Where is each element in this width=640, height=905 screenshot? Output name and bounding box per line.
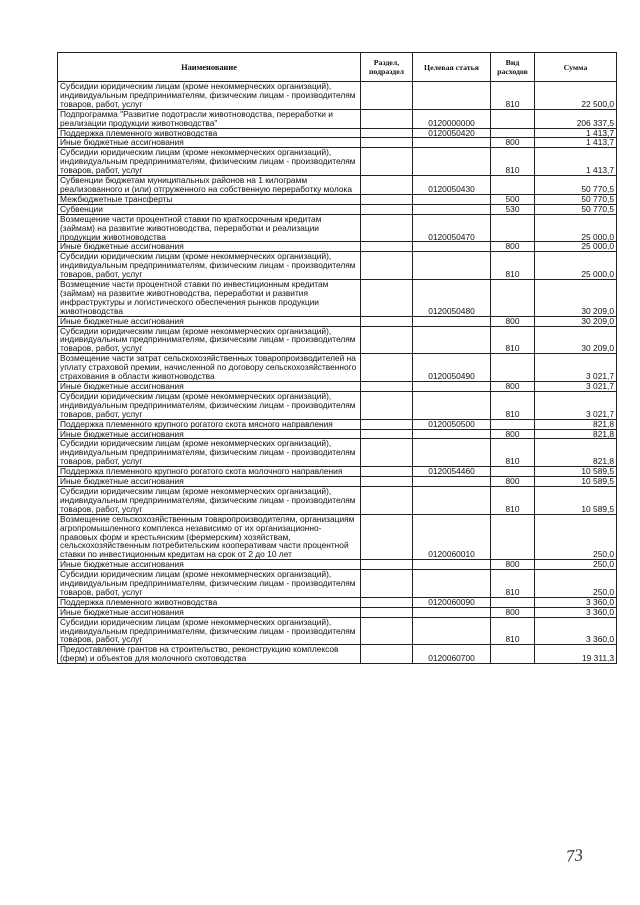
table-row bbox=[58, 597, 617, 607]
cell-name: Иные бюджетные ассигнования bbox=[58, 477, 361, 487]
cell-target bbox=[413, 382, 491, 392]
cell-section bbox=[361, 597, 413, 607]
cell-name: Межбюджетные трансферты bbox=[58, 194, 361, 204]
cell-kind: 810 bbox=[491, 252, 535, 280]
cell-target bbox=[413, 570, 491, 598]
cell-sum: 25 000,0 bbox=[535, 252, 617, 280]
cell-section bbox=[361, 204, 413, 214]
cell-name: Иные бюджетные ассигнования bbox=[58, 560, 361, 570]
cell-kind: 800 bbox=[491, 429, 535, 439]
cell-name: Иные бюджетные ассигнования bbox=[58, 316, 361, 326]
table-row bbox=[58, 382, 617, 392]
cell-kind: 810 bbox=[491, 439, 535, 467]
cell-name: Иные бюджетные ассигнования bbox=[58, 138, 361, 148]
cell-sum: 250,0 bbox=[535, 560, 617, 570]
cell-sum: 250,0 bbox=[535, 570, 617, 598]
table-header-row bbox=[58, 53, 617, 82]
cell-section bbox=[361, 148, 413, 176]
budget-table-sheet bbox=[57, 52, 616, 664]
budget-table bbox=[57, 52, 617, 664]
cell-target bbox=[413, 326, 491, 354]
cell-sum: 19 311,3 bbox=[535, 645, 617, 664]
cell-sum: 1 413,7 bbox=[535, 138, 617, 148]
cell-section bbox=[361, 176, 413, 195]
cell-sum: 1 413,7 bbox=[535, 128, 617, 138]
table-row bbox=[58, 194, 617, 204]
cell-name: Предоставление грантов на строительство, реконструкцию комплексов (ферм) и объектов для молочного скотоводства bbox=[58, 645, 361, 664]
cell-kind: 800 bbox=[491, 316, 535, 326]
header-section: Раздел, подраздел bbox=[361, 53, 413, 82]
cell-sum: 3 021,7 bbox=[535, 354, 617, 382]
cell-sum: 30 209,0 bbox=[535, 326, 617, 354]
cell-name: Субсидии юридическим лицам (кроме некоммерческих организаций), индивидуальным предпринимателям, физическим лицам - производителям товаров, работ, услуг bbox=[58, 326, 361, 354]
cell-target: 0120050420 bbox=[413, 128, 491, 138]
header-kind: Вид расходов bbox=[491, 53, 535, 82]
cell-name: Поддержка племенного животноводства bbox=[58, 597, 361, 607]
cell-kind: 530 bbox=[491, 204, 535, 214]
cell-kind: 810 bbox=[491, 570, 535, 598]
cell-sum: 30 209,0 bbox=[535, 280, 617, 317]
table-row bbox=[58, 128, 617, 138]
cell-name: Поддержка племенного крупного рогатого скота мясного направления bbox=[58, 419, 361, 429]
table-row bbox=[58, 429, 617, 439]
cell-kind: 500 bbox=[491, 194, 535, 204]
table-row bbox=[58, 617, 617, 645]
cell-kind bbox=[491, 128, 535, 138]
table-row bbox=[58, 419, 617, 429]
cell-sum: 50 770,5 bbox=[535, 194, 617, 204]
cell-sum: 3 360,0 bbox=[535, 617, 617, 645]
cell-target bbox=[413, 242, 491, 252]
cell-kind bbox=[491, 280, 535, 317]
cell-name: Возмещение части процентной ставки по краткосрочным кредитам (займам) на развитие животноводства, переработки и реализации продукции животноводства bbox=[58, 214, 361, 242]
cell-name: Субсидии юридическим лицам (кроме некоммерческих организаций), индивидуальным предпринимателям, физическим лицам - производителям товаров, работ, услуг bbox=[58, 148, 361, 176]
cell-target: 0120050430 bbox=[413, 176, 491, 195]
table-row bbox=[58, 109, 617, 128]
table-row bbox=[58, 354, 617, 382]
cell-name: Поддержка племенного животноводства bbox=[58, 128, 361, 138]
cell-kind: 810 bbox=[491, 486, 535, 514]
cell-kind bbox=[491, 514, 535, 560]
cell-target bbox=[413, 391, 491, 419]
cell-name: Субсидии юридическим лицам (кроме некоммерческих организаций), индивидуальным предпринимателям, физическим лицам - производителям товаров, работ, услуг bbox=[58, 82, 361, 110]
cell-kind bbox=[491, 176, 535, 195]
cell-name: Возмещение части затрат сельскохозяйственных товаропроизводителей на уплату страховой премии, начисленной по договору сельскохозяйственного страхования в области животноводства bbox=[58, 354, 361, 382]
cell-section bbox=[361, 354, 413, 382]
cell-sum: 25 000,0 bbox=[535, 242, 617, 252]
cell-sum: 30 209,0 bbox=[535, 316, 617, 326]
cell-name: Субсидии юридическим лицам (кроме некоммерческих организаций), индивидуальным предпринимателям, физическим лицам - производителям товаров, работ, услуг bbox=[58, 486, 361, 514]
cell-target: 0120050480 bbox=[413, 280, 491, 317]
cell-section bbox=[361, 439, 413, 467]
cell-target bbox=[413, 617, 491, 645]
cell-name: Субсидии юридическим лицам (кроме некоммерческих организаций), индивидуальным предпринимателям, физическим лицам - производителям товаров, работ, услуг bbox=[58, 439, 361, 467]
table-row bbox=[58, 242, 617, 252]
cell-name: Иные бюджетные ассигнования bbox=[58, 429, 361, 439]
cell-kind bbox=[491, 214, 535, 242]
cell-name: Субсидии юридическим лицам (кроме некоммерческих организаций), индивидуальным предпринимателям, физическим лицам - производителям товаров, работ, услуг bbox=[58, 617, 361, 645]
table-row bbox=[58, 316, 617, 326]
page-number: 73 bbox=[565, 845, 584, 866]
cell-sum: 3 021,7 bbox=[535, 391, 617, 419]
cell-target: 0120050470 bbox=[413, 214, 491, 242]
table-row bbox=[58, 204, 617, 214]
cell-section bbox=[361, 316, 413, 326]
table-row bbox=[58, 326, 617, 354]
cell-kind bbox=[491, 645, 535, 664]
cell-target bbox=[413, 82, 491, 110]
cell-kind bbox=[491, 467, 535, 477]
cell-target bbox=[413, 429, 491, 439]
cell-kind: 800 bbox=[491, 138, 535, 148]
cell-name: Подпрограмма "Развитие подотрасли животноводства, переработки и реализации продукции животноводства" bbox=[58, 109, 361, 128]
table-row bbox=[58, 486, 617, 514]
table-row bbox=[58, 514, 617, 560]
cell-name: Субсидии юридическим лицам (кроме некоммерческих организаций), индивидуальным предпринимателям, физическим лицам - производителям товаров, работ, услуг bbox=[58, 391, 361, 419]
header-sum: Сумма bbox=[535, 53, 617, 82]
cell-section bbox=[361, 382, 413, 392]
cell-target bbox=[413, 560, 491, 570]
cell-name: Иные бюджетные ассигнования bbox=[58, 382, 361, 392]
cell-kind: 810 bbox=[491, 82, 535, 110]
table-row bbox=[58, 560, 617, 570]
table-row bbox=[58, 148, 617, 176]
table-row bbox=[58, 607, 617, 617]
table-row bbox=[58, 391, 617, 419]
cell-sum: 821,8 bbox=[535, 439, 617, 467]
cell-target: 0120060010 bbox=[413, 514, 491, 560]
table-row bbox=[58, 570, 617, 598]
table-row bbox=[58, 214, 617, 242]
cell-kind: 800 bbox=[491, 607, 535, 617]
cell-sum: 1 413,7 bbox=[535, 148, 617, 176]
cell-name: Возмещение части процентной ставки по инвестиционным кредитам (займам) на развитие животноводства, переработки и развития инфраструктуры и логистического обеспечения рынков продукции животноводства bbox=[58, 280, 361, 317]
cell-sum: 10 589,5 bbox=[535, 486, 617, 514]
cell-target bbox=[413, 486, 491, 514]
header-target: Целевая статья bbox=[413, 53, 491, 82]
cell-section bbox=[361, 326, 413, 354]
table-row bbox=[58, 645, 617, 664]
cell-target bbox=[413, 194, 491, 204]
cell-name: Субсидии юридическим лицам (кроме некоммерческих организаций), индивидуальным предпринимателям, физическим лицам - производителям товаров, работ, услуг bbox=[58, 570, 361, 598]
cell-target bbox=[413, 607, 491, 617]
cell-section bbox=[361, 429, 413, 439]
cell-target bbox=[413, 204, 491, 214]
cell-section bbox=[361, 467, 413, 477]
table-row bbox=[58, 439, 617, 467]
cell-name: Иные бюджетные ассигнования bbox=[58, 607, 361, 617]
cell-target bbox=[413, 439, 491, 467]
cell-section bbox=[361, 82, 413, 110]
cell-section bbox=[361, 194, 413, 204]
cell-kind: 810 bbox=[491, 148, 535, 176]
cell-kind bbox=[491, 419, 535, 429]
cell-target: 0120054460 bbox=[413, 467, 491, 477]
table-row bbox=[58, 467, 617, 477]
cell-name: Возмещение сельскохозяйственным товаропроизводителям, организациям агропромышленного комплекса независимо от их организационно-правовых форм и крестьянским (фермерским) хозяйствам, сельскохозяйственным потребительским кооперативам части процентной ставки по инвестиционным кредитам на срок от 2 до 10 лет bbox=[58, 514, 361, 560]
cell-kind: 810 bbox=[491, 391, 535, 419]
cell-section bbox=[361, 419, 413, 429]
cell-section bbox=[361, 391, 413, 419]
cell-section bbox=[361, 645, 413, 664]
cell-target bbox=[413, 252, 491, 280]
cell-name: Иные бюджетные ассигнования bbox=[58, 242, 361, 252]
cell-kind: 800 bbox=[491, 382, 535, 392]
cell-section bbox=[361, 214, 413, 242]
cell-kind bbox=[491, 109, 535, 128]
cell-kind: 800 bbox=[491, 560, 535, 570]
cell-section bbox=[361, 514, 413, 560]
cell-section bbox=[361, 138, 413, 148]
cell-target: 0120050500 bbox=[413, 419, 491, 429]
cell-sum: 50 770,5 bbox=[535, 176, 617, 195]
cell-target bbox=[413, 316, 491, 326]
cell-section bbox=[361, 280, 413, 317]
cell-kind: 800 bbox=[491, 242, 535, 252]
header-name: Наименование bbox=[58, 53, 361, 82]
cell-sum: 25 000,0 bbox=[535, 214, 617, 242]
cell-sum: 50 770,5 bbox=[535, 204, 617, 214]
cell-section bbox=[361, 560, 413, 570]
cell-target bbox=[413, 148, 491, 176]
table-row bbox=[58, 82, 617, 110]
cell-target bbox=[413, 138, 491, 148]
cell-name: Субвенции бюджетам муниципальных районов на 1 килограмм реализованного и (или) отгруженного на собственную переработку молока bbox=[58, 176, 361, 195]
cell-kind bbox=[491, 354, 535, 382]
cell-section bbox=[361, 242, 413, 252]
cell-sum: 3 360,0 bbox=[535, 607, 617, 617]
cell-name: Субсидии юридическим лицам (кроме некоммерческих организаций), индивидуальным предпринимателям, физическим лицам - производителям товаров, работ, услуг bbox=[58, 252, 361, 280]
cell-kind: 800 bbox=[491, 477, 535, 487]
cell-target: 0120060700 bbox=[413, 645, 491, 664]
cell-kind: 810 bbox=[491, 326, 535, 354]
cell-sum: 3 360,0 bbox=[535, 597, 617, 607]
cell-name: Субвенции bbox=[58, 204, 361, 214]
cell-section bbox=[361, 570, 413, 598]
table-row bbox=[58, 176, 617, 195]
cell-target: 0120050490 bbox=[413, 354, 491, 382]
cell-sum: 250,0 bbox=[535, 514, 617, 560]
cell-section bbox=[361, 617, 413, 645]
cell-name: Поддержка племенного крупного рогатого скота молочного направления bbox=[58, 467, 361, 477]
cell-sum: 821,8 bbox=[535, 429, 617, 439]
cell-sum: 22 500,0 bbox=[535, 82, 617, 110]
cell-section bbox=[361, 486, 413, 514]
cell-section bbox=[361, 128, 413, 138]
table-row bbox=[58, 280, 617, 317]
cell-sum: 821,8 bbox=[535, 419, 617, 429]
cell-section bbox=[361, 252, 413, 280]
cell-kind bbox=[491, 597, 535, 607]
cell-target: 0120060090 bbox=[413, 597, 491, 607]
cell-sum: 3 021,7 bbox=[535, 382, 617, 392]
cell-sum: 10 589,5 bbox=[535, 477, 617, 487]
cell-kind: 810 bbox=[491, 617, 535, 645]
cell-target: 0120000000 bbox=[413, 109, 491, 128]
cell-section bbox=[361, 607, 413, 617]
cell-target bbox=[413, 477, 491, 487]
table-row bbox=[58, 477, 617, 487]
table-row bbox=[58, 252, 617, 280]
table-body bbox=[58, 82, 617, 664]
table-row bbox=[58, 138, 617, 148]
cell-sum: 206 337,5 bbox=[535, 109, 617, 128]
cell-section bbox=[361, 477, 413, 487]
cell-sum: 10 589,5 bbox=[535, 467, 617, 477]
cell-section bbox=[361, 109, 413, 128]
